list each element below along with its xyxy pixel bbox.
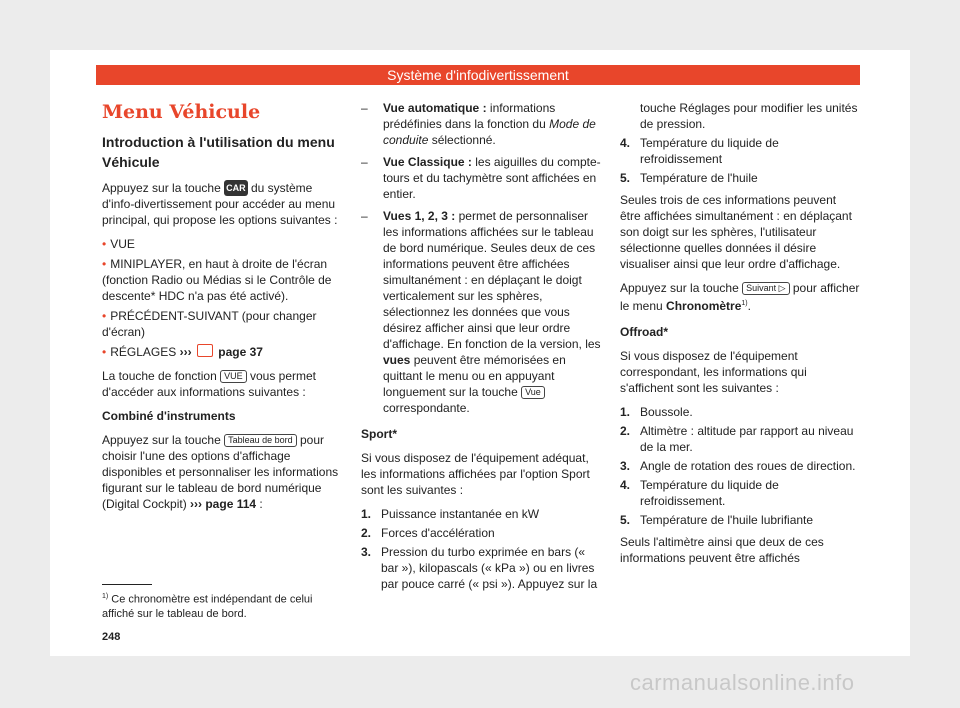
list-item (620, 512, 860, 528)
footnote (102, 590, 342, 621)
combined-title: Combiné d'instruments (102, 409, 236, 423)
vue-text-b: vous permet d'accéder aux informations suivantes : (102, 369, 316, 399)
page-ref-link[interactable]: ››› page 114 (190, 497, 257, 511)
suivant-text-a: Appuyez sur la touche (620, 281, 739, 295)
combined-text-b: pour choisir l'une des options d'affichage disponibles et personnaliser les informations figurant sur le tableau de bord numérique (Digital Cockpit) (102, 433, 339, 511)
footnote-mark: 1) (102, 593, 109, 600)
list-item (620, 458, 860, 474)
vue-text-a: La touche de fonction (102, 369, 217, 383)
intro-text-a: Appuyez sur la touche (102, 181, 221, 195)
intro-text-b: du système d'info-divertissement pour accéder au menu principal, qui propose les options suivantes : (102, 181, 338, 227)
item-text: Température du liquide de refroidissement (640, 136, 779, 166)
list-item (620, 170, 860, 186)
bullet-text: PRÉCÉDENT-SUIVANT (pour changer d'écran) (102, 309, 317, 339)
item-text: Pression du turbo exprimée en bars (« bar »), kilopascals (« kPa ») ou en livres par pouce carré (« psi »). Appuyez sur la (381, 545, 598, 591)
car-key-icon: CAR (224, 180, 248, 196)
list-item (620, 135, 860, 167)
page-number: 248 (102, 631, 121, 643)
suivant-end: . (747, 299, 751, 313)
footnote-text: Ce chronomètre est indépendant de celui affiché sur le tableau de bord. (102, 593, 313, 620)
item-title: Vue Classique : (383, 155, 472, 169)
bullet-item (102, 308, 342, 340)
intro-paragraph (102, 180, 342, 228)
list-item (620, 477, 860, 509)
book-icon (197, 344, 213, 357)
sport-list (361, 506, 601, 592)
item-title: Vue automatique : (383, 101, 487, 115)
item-text: Température du liquide de refroidissement. (640, 478, 779, 508)
vue-key: VUE (220, 370, 247, 383)
tableau-key: Tableau de bord (224, 434, 297, 447)
item-text: correspondante. (383, 401, 470, 415)
chronometre-label: Chronomètre (666, 299, 742, 313)
suivant-text-b: pour afficher le menu (620, 281, 860, 313)
list-item: – Vues 1, 2, 3 : permet de personnaliser les informations affichées sur le tableau de bord numérique. Seules deux de ces informations peuvent être affichées simultanément : en déplaçant le doigt verticalement sur les sphères, sélectionnez les données que vous désirez afficher ainsi que leur ordre d'affichage. En fonction de la version, les vues peuvent être mémorisées en quittant le menu ou en appuyant longuement sur la touche Vue correspondante. (361, 209, 601, 415)
list-item (620, 423, 860, 455)
page-title: Menu Véhicule (102, 101, 261, 123)
closing-paragraph: Seuls l'altimètre ainsi que deux de ces informations peuvent être affichés (620, 535, 824, 565)
ref-arrows: ››› (179, 345, 192, 359)
bullet-item (102, 236, 342, 252)
item-number: 2. (620, 424, 631, 438)
section-subtitle: Introduction à l'utilisation du menu Véhicule (102, 134, 335, 170)
item-number: 3. (620, 459, 631, 473)
item-text: Puissance instantanée en kW (381, 507, 540, 521)
item-text: Température de l'huile (640, 171, 758, 185)
list-item (361, 525, 601, 541)
item-title: Vues 1, 2, 3 : (383, 209, 456, 223)
column-1 (102, 100, 342, 520)
page-ref-link[interactable]: page 37 (218, 345, 263, 359)
item-text: Altimètre : altitude par rapport au niveau de la mer. (640, 424, 854, 454)
item-text: sélectionné. (428, 133, 496, 147)
item-number: 1. (620, 405, 631, 419)
item-number: 5. (620, 513, 631, 527)
item-number: 3. (361, 545, 372, 559)
bullet-text: VUE (110, 237, 135, 251)
column-2 (361, 100, 601, 595)
bullet-reglages (102, 344, 342, 360)
item-text: informations prédéfinies dans la fonction du (383, 101, 556, 131)
item-number: 4. (620, 136, 631, 150)
item-number: 5. (620, 171, 631, 185)
item-text: Boussole. (640, 405, 693, 419)
item-text: Forces d'accélération (381, 526, 495, 540)
list-item: – Vue Classique : les aiguilles du compte-tours et du tachymètre sont affichées en entier. (361, 155, 601, 201)
sport-title: Sport* (361, 427, 397, 441)
item-number: 4. (620, 478, 631, 492)
bullet-text: RÉGLAGES (110, 345, 177, 359)
combined-end: : (256, 497, 263, 511)
suivant-paragraph (620, 280, 860, 314)
bullet-text: MINIPLAYER, en haut à droite de l'écran (fonction Radio ou Médias si le Contrôle de descente* HDC n'a pas été activé). (102, 257, 332, 303)
watermark: carmanualsonline.info (630, 670, 855, 695)
bullet-dot: • (102, 237, 107, 251)
bullet-item (102, 256, 342, 304)
list-item (620, 404, 860, 420)
section-header: Système d'infodivertissement (96, 65, 860, 85)
item-number: 2. (361, 526, 372, 540)
continued-text: touche Réglages pour modifier les unités de pression. (640, 101, 858, 131)
combined-paragraph (102, 432, 342, 512)
item-text: peuvent être mémorisées en quittant le menu ou en appuyant longuement sur la touche (383, 353, 566, 399)
item-text: Température de l'huile lubrifiante (640, 513, 814, 527)
column-3 (620, 100, 860, 574)
bullet-dot: • (102, 257, 107, 271)
bullet-dot: • (102, 345, 107, 359)
item-number: 1. (361, 507, 372, 521)
bullet-dot: • (102, 309, 107, 323)
offroad-title: Offroad* (620, 325, 668, 339)
footnote-divider (102, 584, 152, 585)
item-text: permet de personnaliser les informations affichées sur le tableau de bord numérique. Seules deux de ces informations peuvent être affichées simultanément : en déplaçant le doigt verticalement sur les sphères, sélectionnez les données que vous désirez afficher ainsi que leur ordre d'affichage. En fonction de la version, les (383, 209, 601, 351)
offroad-intro: Si vous disposez de l'équipement correspondant, les informations qui s'affichent sont les suivantes : (620, 349, 807, 395)
options-list (102, 236, 342, 340)
suivant-key: Suivant ▷ (742, 282, 789, 295)
vue-key: Vue (521, 386, 545, 399)
list-item (361, 506, 601, 522)
item-bold: vues (383, 353, 411, 367)
numbered-list (620, 135, 860, 186)
offroad-list (620, 404, 860, 528)
item-text: Angle de rotation des roues de direction. (640, 459, 856, 473)
list-item (361, 544, 601, 592)
footnote-ref: 1) (741, 300, 748, 307)
list-item: – Vue automatique : informations prédéfinies dans la fonction du Mode de conduite sélectionné. (361, 101, 596, 147)
item-text: les aiguilles du compte-tours et du tachymètre sont affichées en entier. (383, 155, 601, 201)
item-italic: Mode de conduite (383, 117, 596, 147)
info-paragraph: Seules trois de ces informations peuvent être affichées simultanément : en déplaçant son doigt sur les sphères, l'utilisateur sélectionne quelles données il désire visualiser ainsi que leur ordre d'affichage. (620, 193, 852, 271)
combined-text-a: Appuyez sur la touche (102, 433, 221, 447)
sport-intro: Si vous disposez de l'équipement adéquat, les informations affichées par l'option Sport sont les suivantes : (361, 451, 590, 497)
vue-paragraph (102, 368, 342, 400)
